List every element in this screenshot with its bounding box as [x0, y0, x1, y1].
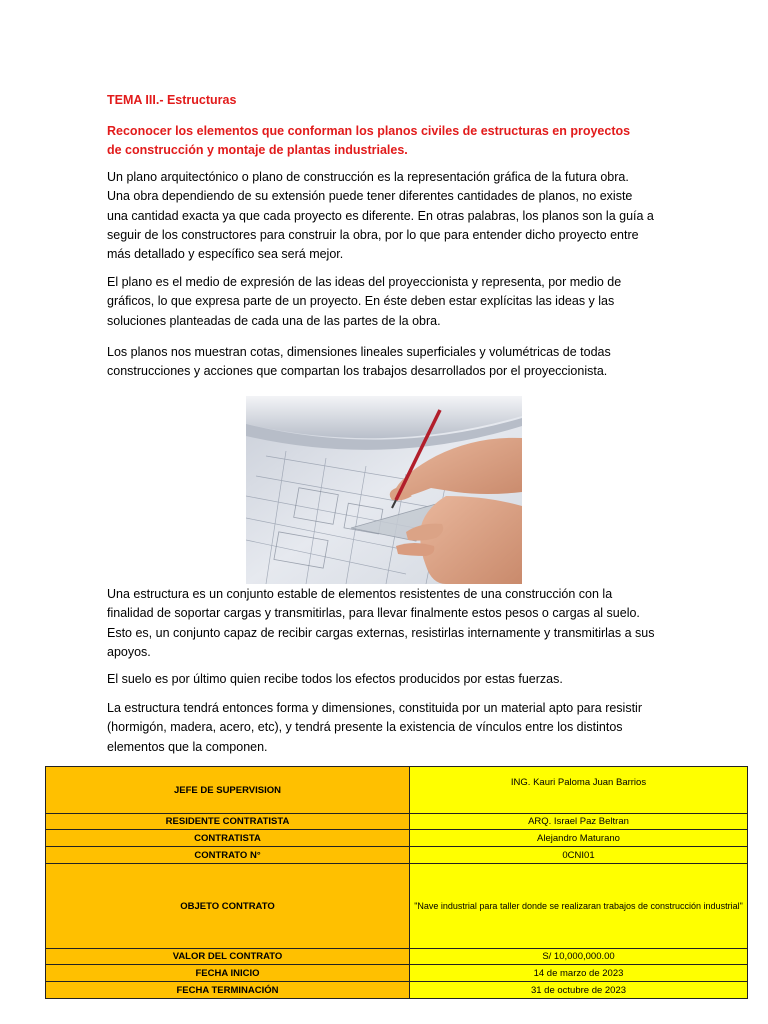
- contract-table: [45, 766, 748, 999]
- table-row: [46, 965, 748, 982]
- table-label-residente: RESIDENTE CONTRATISTA: [46, 814, 410, 830]
- table-value-contrato-numero: 0CNI01: [410, 847, 748, 864]
- blueprint-drawing-photo: [246, 396, 522, 584]
- table-value-fecha-inicio: 14 de marzo de 2023: [410, 965, 748, 982]
- table-value-jefe-supervision: ING. Kauri Paloma Juan Barrios: [410, 767, 748, 814]
- table-value-residente: ARQ. Israel Paz Beltran: [410, 814, 748, 830]
- section-title: TEMA III.- Estructuras: [107, 93, 237, 107]
- section-objective: Reconocer los elementos que conforman los planos civiles de estructuras en proyectos de construcción y montaje de plantas industriales.: [107, 124, 631, 157]
- table-label-fecha-terminacion: FECHA TERMINACIÓN: [46, 982, 410, 999]
- table-label-fecha-inicio: FECHA INICIO: [46, 965, 410, 982]
- table-row: [46, 864, 748, 949]
- paragraph-estructura: Una estructura es un conjunto estable de elementos resistentes de una construcción con la finalidad de soportar cargas y transmitirlas, para llevar finalmente estos pesos o cargas al suelo. Esto es, un conjunto capaz de recibir cargas externas, resistirlas internamente y transmitirlas a sus apoyos.: [107, 587, 655, 659]
- table-label-contratista: CONTRATISTA: [46, 830, 410, 847]
- paragraph-forma-dimensiones: La estructura tendrá entonces forma y dimensiones, constituida por un material apto para resistir (hormigón, madera, acero, etc), y tendrá presente la existencia de vínculos entre los distintos elementos que la componen.: [107, 701, 642, 754]
- table-row: [46, 830, 748, 847]
- table-label-objeto-contrato: OBJETO CONTRATO: [46, 864, 410, 949]
- table-row: [46, 814, 748, 830]
- table-row: [46, 847, 748, 864]
- table-value-valor-contrato: S/ 10,000,000.00: [410, 949, 748, 965]
- table-row: [46, 767, 748, 814]
- table-label-contrato-numero: CONTRATO N°: [46, 847, 410, 864]
- paragraph-planos-cotas: Los planos nos muestran cotas, dimensiones lineales superficiales y volumétricas de todas construcciones y acciones que compartan los trabajos desarrollados por el proyeccionista.: [107, 345, 611, 379]
- table-value-fecha-terminacion: 31 de octubre de 2023: [410, 982, 748, 999]
- table-label-jefe-supervision: JEFE DE SUPERVISION: [46, 767, 410, 814]
- table-value-objeto-contrato: "Nave industrial para taller donde se realizaran trabajos de construcción industrial": [410, 864, 748, 949]
- table-label-valor-contrato: VALOR DEL CONTRATO: [46, 949, 410, 965]
- paragraph-suelo: El suelo es por último quien recibe todos los efectos producidos por estas fuerzas.: [107, 672, 563, 686]
- paragraph-plano-arquitectonico: Un plano arquitectónico o plano de construcción es la representación gráfica de la futura obra. Una obra dependiendo de su extensión puede tener diferentes cantidades de planos, no existe una cantidad exacta ya que cada proyecto es diferente. En otras palabras, los planos son la guía a seguir de los constructores para construir la obra, por lo que para entender dicho proyecto entre más detallado y específico sea será mejor.: [107, 170, 654, 262]
- paragraph-plano-expresion: El plano es el medio de expresión de las ideas del proyeccionista y representa, por medio de gráficos, lo que expresa parte de un proyecto. En éste deben estar explícitas las ideas y las soluciones planteadas de cada una de las partes de la obra.: [107, 275, 622, 328]
- table-row: [46, 949, 748, 965]
- table-value-contratista: Alejandro Maturano: [410, 830, 748, 847]
- table-row: [46, 982, 748, 999]
